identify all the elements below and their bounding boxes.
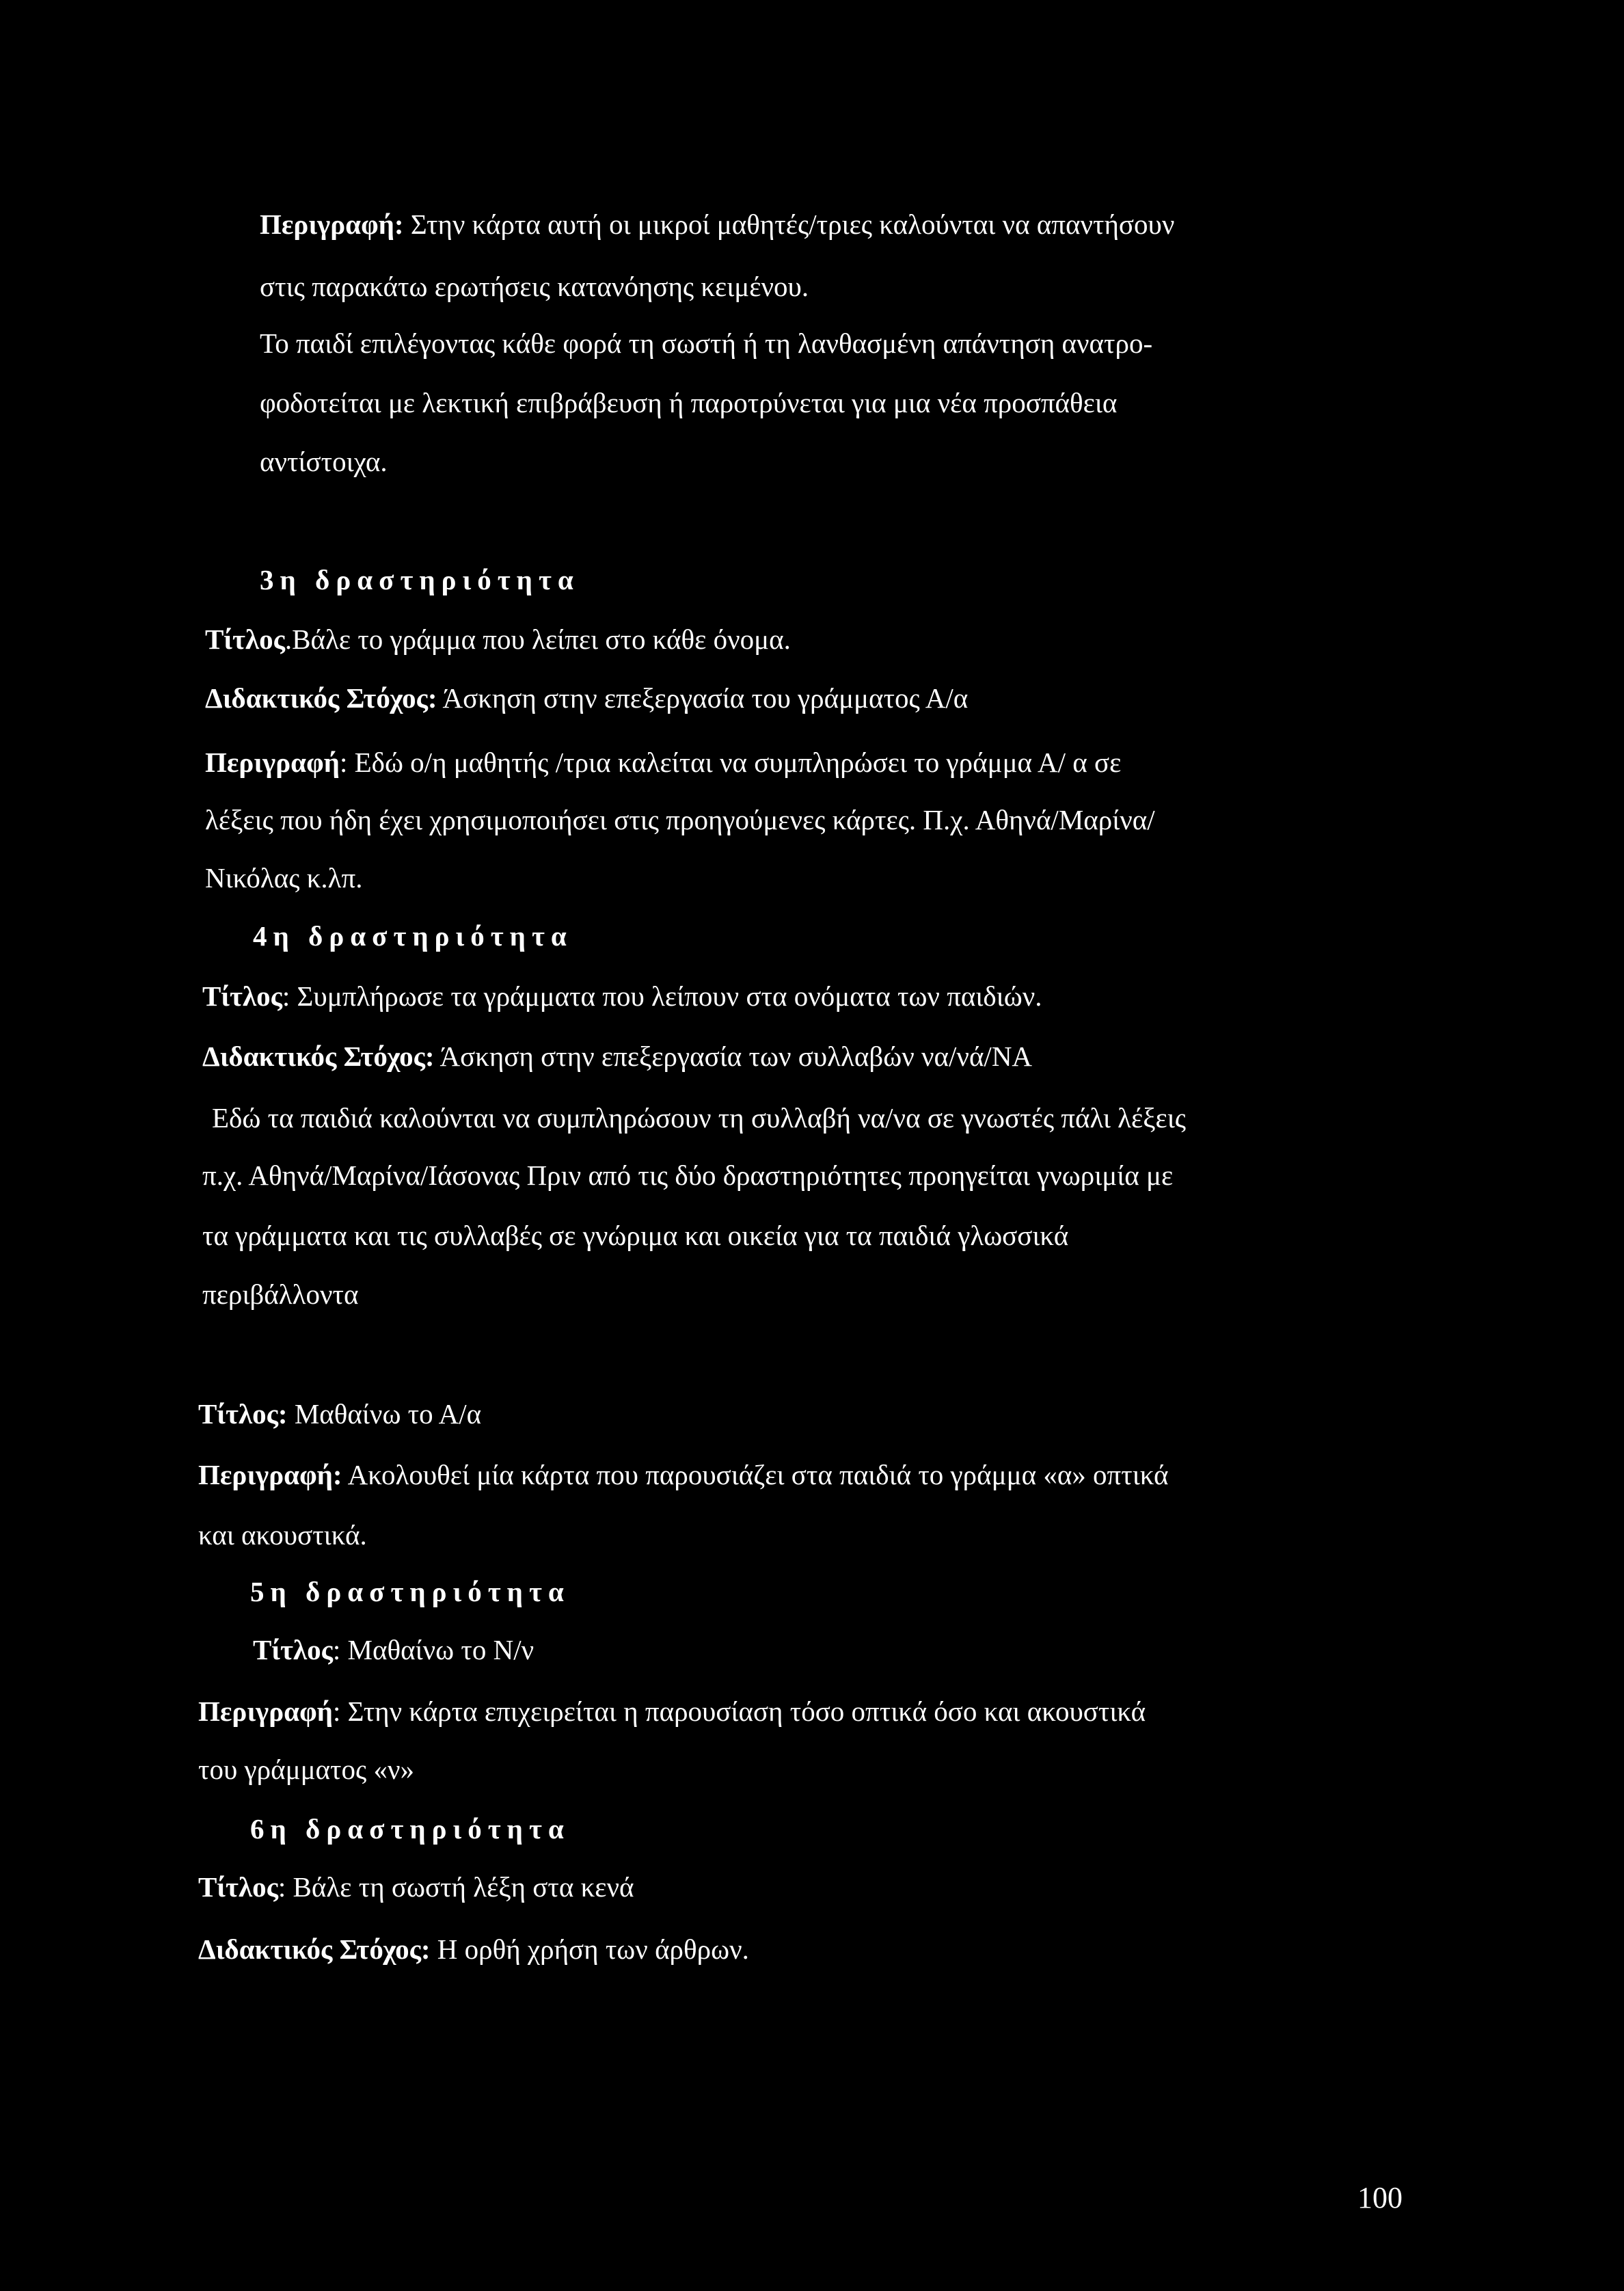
line-text: .Βάλε το γράμμα που λείπει στο κάθε όνομα. — [284, 624, 791, 655]
text-line: Το παιδί επιλέγοντας κάθε φορά τη σωστή ή τη λανθασμένη απάντηση ανατρο- — [260, 327, 1153, 359]
title-line — [198, 1397, 481, 1431]
goal-line — [205, 681, 968, 715]
title-label: Τίτλος — [205, 624, 285, 655]
activity-heading-3: 3η δραστηριότητα — [260, 564, 580, 595]
text-line: και ακουστικά. — [198, 1519, 367, 1551]
activity-heading-4: 4η δραστηριότητα — [253, 920, 573, 952]
description-label: Περιγραφή — [198, 1696, 333, 1727]
description-label: Περιγραφή: — [198, 1459, 342, 1490]
goal-label: Διδακτικός Στόχος: — [198, 1933, 431, 1965]
text-line: στις παρακάτω ερωτήσεις κατανόησης κειμένου. — [260, 271, 809, 302]
title-line — [253, 1633, 534, 1667]
page-number: 100 — [1357, 2181, 1403, 2214]
title-line — [205, 622, 791, 656]
text-line: του γράμματος «ν» — [198, 1754, 415, 1785]
title-line — [202, 979, 1042, 1013]
text-line: αντίστοιχα. — [260, 446, 388, 477]
line-description-intro — [260, 207, 1174, 241]
activity-heading-5: 5η δραστηριότητα — [250, 1576, 570, 1607]
title-label: Τίτλος: — [198, 1398, 288, 1430]
line-text: Ακολουθεί μία κάρτα που παρουσιάζει στα παιδιά το γράμμα «α» οπτικά — [342, 1459, 1169, 1490]
line-text: Η ορθή χρήση των άρθρων. — [430, 1933, 749, 1965]
line-text: Στην κάρτα αυτή οι μικροί μαθητές/τριες καλούνται να απαντήσουν — [403, 209, 1175, 240]
line-text: : Συμπλήρωσε τα γράμματα που λείπουν στα ονόματα των παιδιών. — [282, 980, 1042, 1012]
goal-line — [198, 1932, 749, 1966]
text-line: περιβάλλοντα — [202, 1278, 359, 1310]
description-line — [198, 1694, 1146, 1728]
line-text: : Μαθαίνω το Ν/ν — [332, 1634, 534, 1665]
goal-line — [202, 1039, 1032, 1073]
description-label: Περιγραφή — [205, 747, 340, 778]
goal-label: Διδακτικός Στόχος: — [202, 1041, 435, 1072]
text-line: λέξεις που ήδη έχει χρησιμοποιήσει στις προηγούμενες κάρτες. Π.χ. Αθηνά/Μαρίνα/ — [205, 804, 1155, 835]
line-text: Άσκηση στην επεξεργασία των συλλαβών να/νά/ΝΑ — [434, 1041, 1033, 1072]
title-label: Τίτλος — [202, 980, 282, 1012]
goal-label: Διδακτικός Στόχος: — [205, 682, 437, 714]
description-line — [198, 1458, 1169, 1492]
activity-heading-6: 6η δραστηριότητα — [250, 1813, 570, 1845]
title-label: Τίτλος — [198, 1871, 278, 1903]
line-text: : Στην κάρτα επιχειρείται η παρουσίαση τόσο οπτικά όσο και ακουστικά — [332, 1696, 1146, 1727]
text-line: Εδώ τα παιδιά καλούνται να συμπληρώσουν τη συλλαβή να/να σε γνωστές πάλι λέξεις — [212, 1102, 1187, 1134]
line-text: Άσκηση στην επεξεργασία του γράμματος Α/α — [437, 682, 969, 714]
text-line: π.χ. Αθηνά/Μαρίνα/Ιάσονας Πριν από τις δύο δραστηριότητες προηγείται γνωριμία με — [202, 1160, 1174, 1191]
line-text: : Βάλε τη σωστή λέξη στα κενά — [278, 1871, 634, 1903]
text-line: τα γράμματα και τις συλλαβές σε γνώριμα και οικεία για τα παιδιά γλωσσικά — [202, 1220, 1069, 1251]
description-label: Περιγραφή: — [260, 209, 404, 240]
title-line — [198, 1870, 634, 1904]
text-line: Νικόλας κ.λπ. — [205, 862, 363, 894]
line-text: : Εδώ ο/η μαθητής /τρια καλείται να συμπληρώσει το γράμμα Α/ α σε — [339, 747, 1122, 778]
title-label: Τίτλος — [253, 1634, 333, 1665]
line-text: Μαθαίνω το Α/α — [287, 1398, 482, 1430]
description-line — [205, 745, 1121, 779]
text-line: φοδοτείται με λεκτική επιβράβευση ή παροτρύνεται για μια νέα προσπάθεια — [260, 387, 1118, 418]
